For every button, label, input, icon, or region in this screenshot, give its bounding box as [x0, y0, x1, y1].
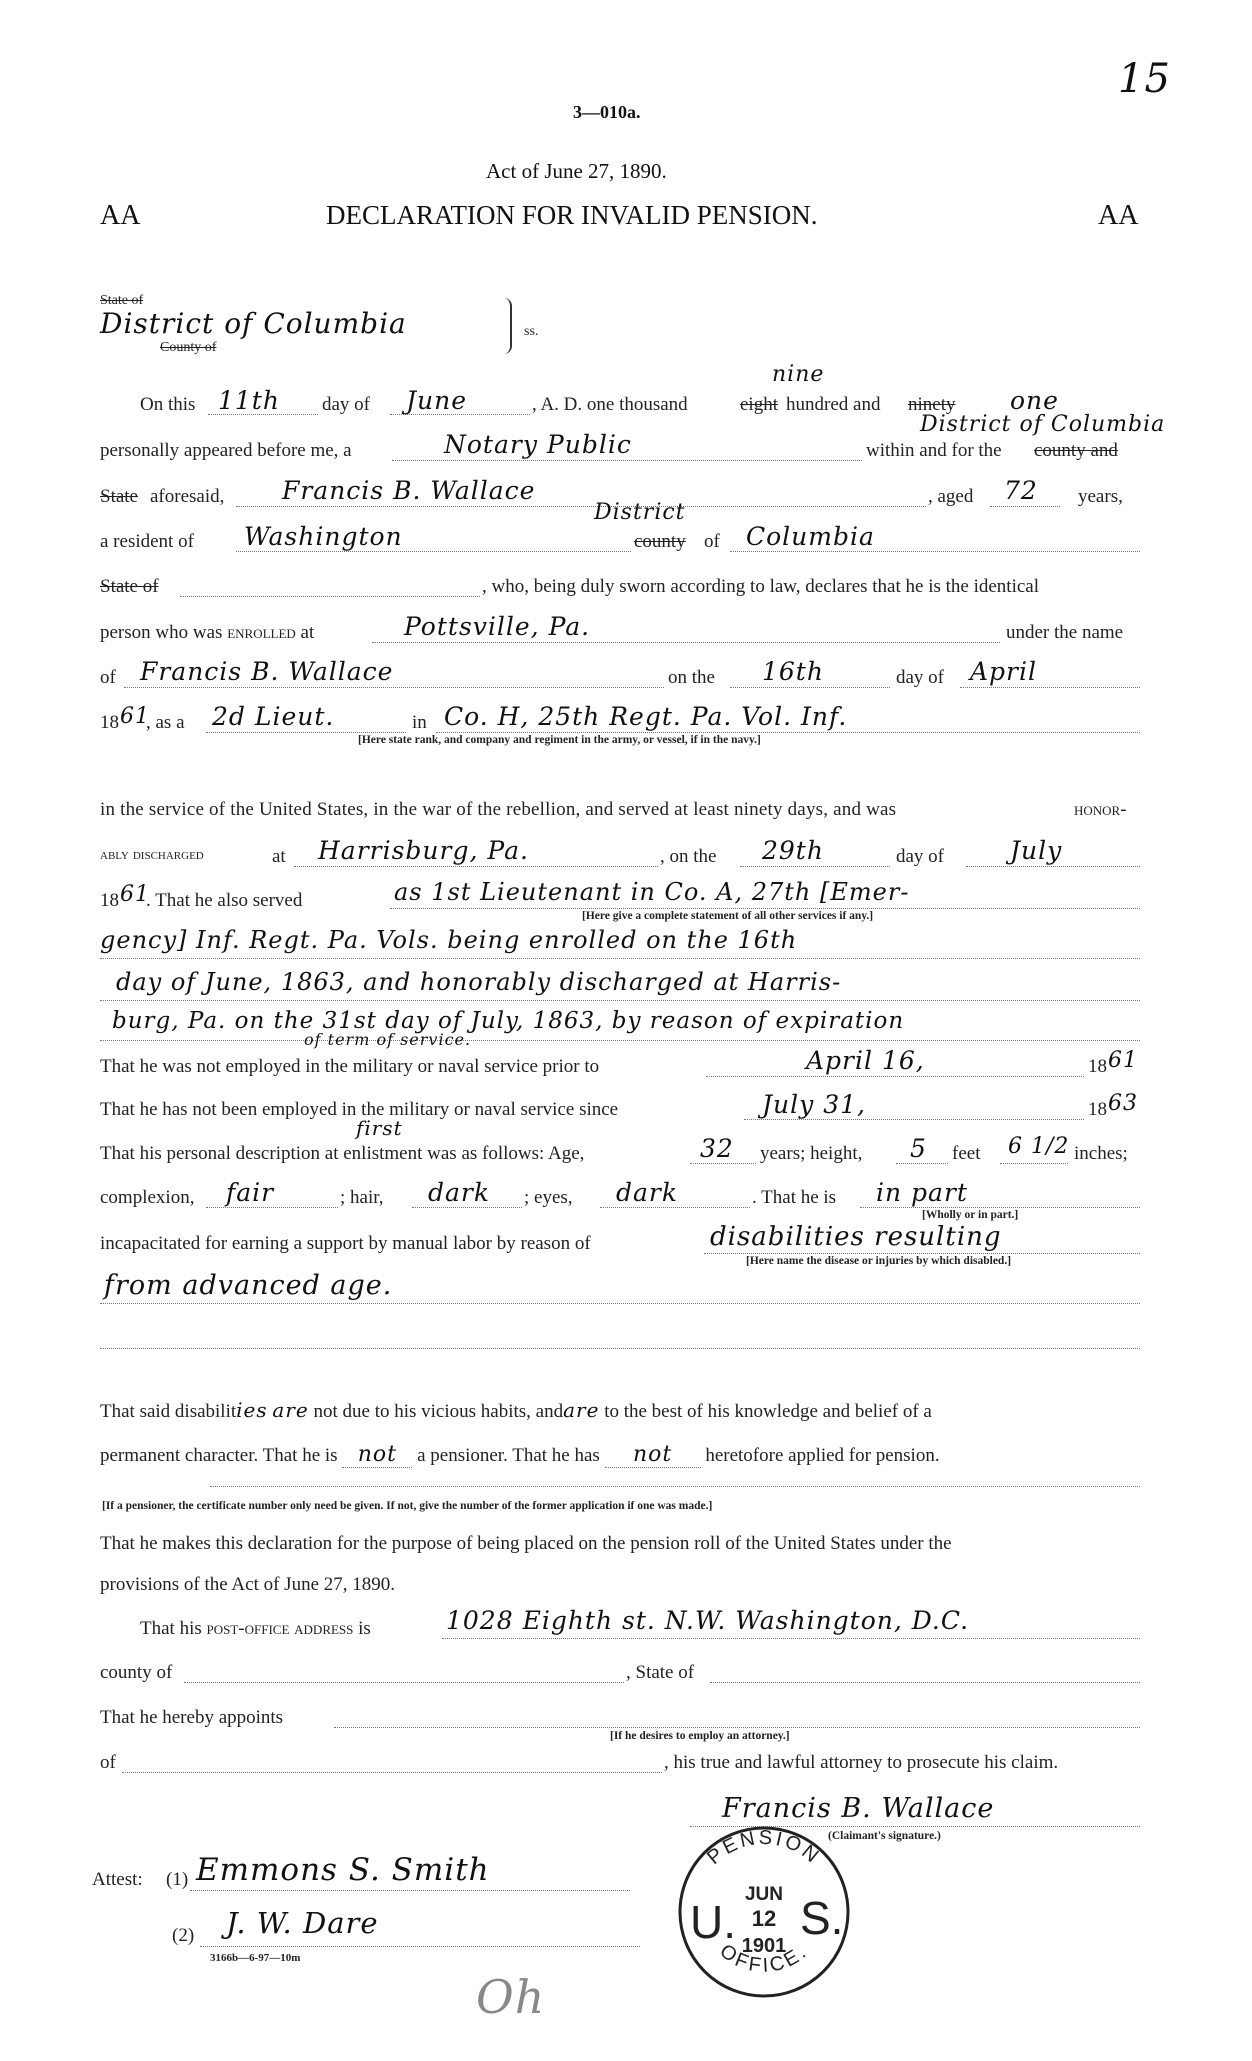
text-state-of: , State of [626, 1662, 695, 1683]
text-pensioner: permanent character. That he is not a pensioner. That he has not heretofore applied for pension. [100, 1442, 940, 1467]
hw-advanced-age: from advanced age. [104, 1270, 393, 1301]
act-line: Act of June 27, 1890. [486, 159, 667, 183]
text-duly-sworn: , who, being duly sworn according to law, declares that he is the identical [482, 576, 1039, 597]
text-at: at [272, 846, 286, 867]
text-of-3: of [100, 1752, 116, 1773]
text-appoints: That he hereby appoints [100, 1707, 284, 1728]
hw-in-part: in part [876, 1178, 968, 1207]
text-within: within and for the [866, 440, 1002, 461]
venue-brace [500, 298, 512, 354]
claimant-signature: Francis B. Wallace [722, 1793, 995, 1824]
note-attorney: [If he desires to employ an attorney.] [610, 1730, 790, 1742]
text-county-and-struck: county and [1034, 440, 1118, 461]
text-on-the: on the [668, 667, 715, 688]
text-state-of-struck: State of [100, 576, 159, 597]
text-also-served: . That he also served [146, 890, 303, 911]
text-aged: , aged [928, 486, 974, 507]
text-honor: honor- [1074, 799, 1127, 820]
text-height: years; height, [760, 1143, 863, 1164]
note-other-service: [Here give a complete statement of all other services if any.] [582, 910, 874, 922]
text-eight-struck: eight [740, 394, 778, 415]
note-signature: (Claimant's signature.) [828, 1830, 941, 1842]
text-that-he-is: . That he is [752, 1187, 837, 1208]
page-number: 15 [1118, 56, 1171, 102]
text-since: That he has not been employed in the military or naval service since [100, 1099, 619, 1120]
hw-discharge-place: Harrisburg, Pa. [318, 836, 529, 865]
text-state-struck: State [100, 486, 138, 507]
hw-enroll-day: 16th [762, 657, 824, 686]
text-attest-2: (2) [172, 1925, 195, 1946]
hw-rank: 2d Lieut. [212, 702, 335, 731]
pension-office-stamp [674, 1820, 854, 2000]
county-of-label: County of [160, 340, 217, 355]
note-rank: [Here state rank, and company and regiment in the army, or vessel, if in the navy.] [358, 734, 761, 746]
text-ad: , A. D. one thousand [532, 394, 688, 415]
note-disease: [Here name the disease or injuries by which disabled.] [746, 1255, 1012, 1267]
hw-unit: Co. H, 25th Regt. Pa. Vol. Inf. [444, 702, 848, 731]
hw-district: District [594, 500, 686, 525]
document-title: DECLARATION FOR INVALID PENSION. [326, 200, 818, 230]
hw-city: Washington [244, 522, 403, 551]
hw-discharge-month: July [1010, 836, 1063, 865]
text-feet: feet [952, 1143, 981, 1164]
text-personally: personally appeared before me, a [100, 440, 352, 461]
hw-enroll-place: Pottsville, Pa. [404, 612, 591, 641]
text-post-office: That his post-office address is [140, 1618, 371, 1639]
text-18-2: 18 [100, 890, 119, 911]
text-aforesaid: aforesaid, [150, 486, 225, 507]
witness-2-signature: J. W. Dare [226, 1906, 379, 1940]
witness-1-signature: Emmons S. Smith [196, 1852, 490, 1888]
venue-district: District of Columbia [100, 307, 407, 340]
stamp-left-text: U. [690, 1896, 736, 1948]
stamp-day: 12 [751, 1906, 777, 1931]
text-inches: inches; [1074, 1143, 1128, 1164]
stamp-year: 1901 [741, 1935, 787, 1957]
text-attorney: , his true and lawful attorney to prosecute his claim. [664, 1752, 1059, 1773]
ss-label: ss. [524, 324, 539, 339]
hw-prior-year: 61 [1108, 1048, 1138, 1073]
text-hair: ; hair, [340, 1187, 384, 1208]
hw-since-year: 63 [1108, 1091, 1138, 1116]
text-ably-discharged: ably discharged [100, 846, 204, 863]
stamp-right-text: S. [800, 1892, 844, 1944]
print-code: 3166b—6-97—10m [210, 1952, 301, 1964]
hw-place: Columbia [746, 522, 875, 551]
svg-text:PENSION [703, 1827, 825, 1869]
stamp-bottom-text: OFFICE. [715, 1940, 813, 1978]
bottom-mark: Oh [476, 1970, 546, 2024]
text-ninety-struck: ninety [908, 394, 956, 415]
text-day-of-2: day of [896, 667, 945, 688]
hw-prior-date: April 16, [806, 1046, 925, 1075]
text-incapacitated: incapacitated for earning a support by manual labor by reason of [100, 1233, 591, 1254]
hw-year: one [1010, 386, 1059, 415]
hw-complexion: fair [226, 1178, 275, 1207]
text-in: in [412, 712, 427, 733]
state-of-label: State of [100, 293, 144, 308]
hw-first: first [356, 1116, 403, 1140]
text-eyes: ; eyes, [524, 1187, 573, 1208]
text-hundred: hundred and [786, 394, 881, 415]
text-purpose: That he makes this declaration for the purpose of being placed on the pension roll of the United States under the [100, 1533, 952, 1554]
text-resident: a resident of [100, 531, 194, 552]
text-of-2: of [100, 667, 116, 688]
hw-hair: dark [428, 1178, 491, 1207]
hw-discharge-day: 29th [762, 836, 824, 865]
hw-dc: District of Columbia [920, 412, 1166, 437]
text-prior-to: That he was not employed in the military or naval service prior to [100, 1056, 600, 1077]
hw-officer: Notary Public [444, 430, 632, 459]
text-provisions: provisions of the Act of June 27, 1890. [100, 1574, 396, 1595]
hw-discharge-year: 61 [120, 882, 150, 907]
text-18-3: 18 [1088, 1056, 1107, 1077]
hw-feet: 5 [910, 1134, 927, 1163]
text-attest: Attest: [92, 1869, 143, 1890]
hw-address: 1028 Eighth st. N.W. Washington, D.C. [446, 1606, 970, 1635]
class-left: AA [100, 200, 141, 231]
text-attest-1: (1) [166, 1869, 189, 1890]
hw-month: June [406, 386, 468, 415]
text-personal-description: That his personal description at enlistment was as follows: Age, [100, 1143, 585, 1164]
hw-nine: nine [772, 362, 825, 387]
text-vicious-habits: That said disabilities are not due to his vicious habits, andare to the best of his knowledge and belief of a [100, 1398, 932, 1422]
hw-inches: 6 1/2 [1008, 1134, 1070, 1159]
class-right: AA [1098, 200, 1139, 231]
hw-other-service-1: as 1st Lieutenant in Co. A, 27th [Emer- [394, 878, 910, 906]
hw-eyes: dark [616, 1178, 679, 1207]
hw-enlist-age: 32 [700, 1134, 734, 1163]
hw-disability: disabilities resulting [710, 1222, 1002, 1252]
text-day-of-3: day of [896, 846, 945, 867]
note-wholly: [Wholly or in part.] [922, 1209, 1019, 1221]
text-as-a: , as a [146, 712, 185, 733]
text-county-struck: county [634, 531, 686, 552]
stamp-month: JUN [744, 1884, 784, 1905]
hw-other-service-3: day of June, 1863, and honorably discharged at Harris- [116, 968, 842, 996]
note-pensioner: [If a pensioner, the certificate number only need be given. If not, give the number of the former application if one was made.] [102, 1500, 713, 1512]
hw-enrolled-name: Francis B. Wallace [140, 657, 394, 686]
hw-enroll-year: 61 [120, 704, 150, 729]
hw-age: 72 [1004, 476, 1038, 505]
text-years: years, [1078, 486, 1123, 507]
text-service: in the service of the United States, in the war of the rebellion, and served at least ninety days, and was [100, 799, 897, 820]
hw-other-service-5: of term of service. [304, 1030, 472, 1049]
text-complexion: complexion, [100, 1187, 195, 1208]
text-18: 18 [100, 712, 119, 733]
hw-claimant-name: Francis B. Wallace [282, 476, 536, 505]
text-under-name: under the name [1006, 622, 1124, 643]
text-county-of: county of [100, 1662, 173, 1683]
hw-since-date: July 31, [762, 1090, 866, 1119]
hw-other-service-4: burg, Pa. on the 31st day of July, 1863, by reason of expiration [112, 1008, 905, 1034]
hw-enroll-month: April [970, 657, 1037, 686]
text-person-enrolled: person who was enrolled at [100, 622, 315, 643]
form-number: 3—010a. [573, 102, 641, 122]
text-day-of: day of [322, 394, 371, 415]
text-on-this: On this [140, 394, 196, 415]
text-18-4: 18 [1088, 1099, 1107, 1120]
stamp-top-text: PENSION [703, 1826, 825, 1869]
text-on-the-2: , on the [660, 846, 717, 867]
text-of: of [704, 531, 720, 552]
hw-day: 11th [218, 386, 280, 415]
hw-other-service-2: gency] Inf. Regt. Pa. Vols. being enrolled on the 16th [100, 926, 798, 954]
